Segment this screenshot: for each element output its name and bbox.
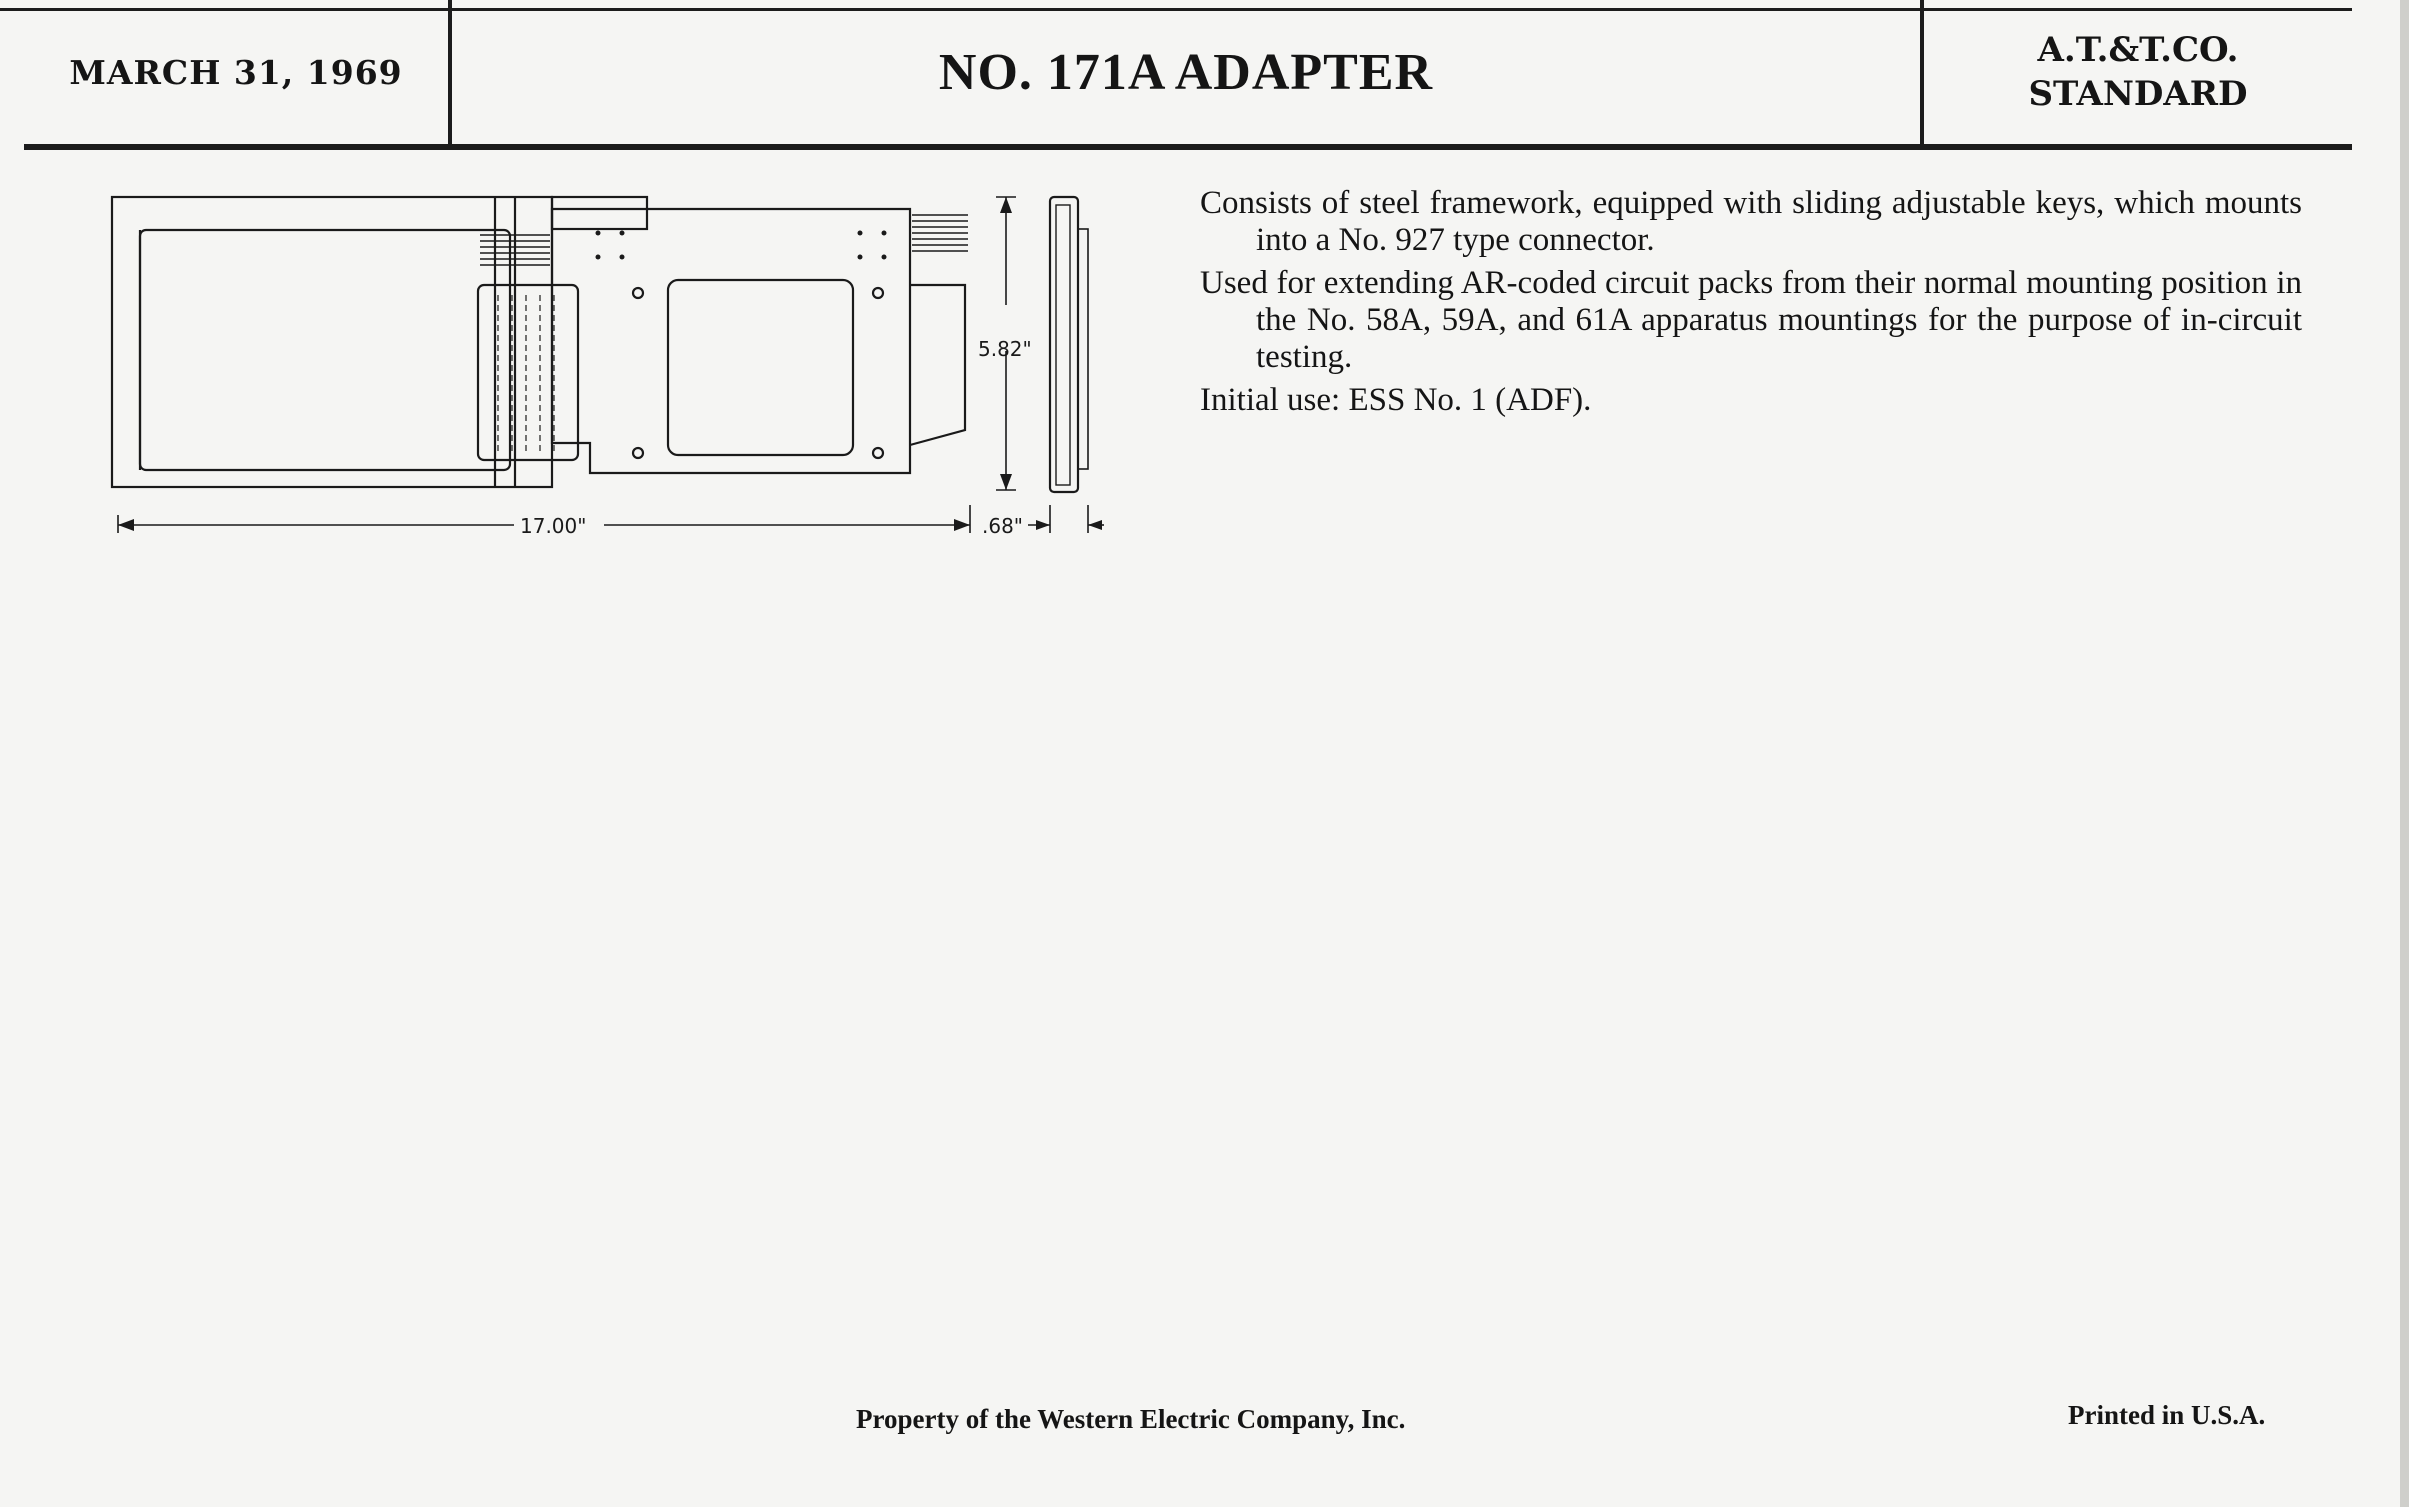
card-header: [24, 0, 2352, 150]
dim-length-label: 17.00": [520, 514, 587, 538]
sliding-keys: [478, 285, 578, 460]
footer-printed: Printed in U.S.A.: [2068, 1400, 2266, 1430]
side-view: [1050, 197, 1078, 492]
dim-height-label: 5.82": [978, 337, 1032, 361]
description-paragraph: Initial use: ESS No. 1 (ADF).: [1200, 382, 1592, 418]
description-paragraph: Consists of steel framework, equipped with sliding adjustable keys, which mounts into a No. 927 type connector.: [1200, 185, 2302, 258]
standard-label: STANDARD: [2028, 74, 2248, 114]
description-paragraph: Used for extending AR-coded circuit packs from their normal mounting position in the No. 58A, 59A, and 61A apparatus mountings for the purpose of in-circuit testing.: [1200, 265, 2302, 375]
plate-hole: [873, 288, 883, 298]
standard-org: A.T.&T.CO.: [2037, 30, 2239, 70]
plate-hole: [633, 448, 643, 458]
issue-date: MARCH 31, 1969: [24, 0, 452, 144]
comb-lines-right: [912, 215, 968, 251]
plate-window: [668, 280, 853, 455]
dim-thickness-label: .68": [982, 514, 1024, 538]
card-edge: [2400, 0, 2409, 1507]
comb-top-left: [552, 197, 647, 229]
adapter-drawing: [100, 185, 1120, 545]
page-title: NO. 171A ADAPTER: [452, 0, 1924, 144]
plate-dots: [596, 231, 887, 260]
plate-hole: [873, 448, 883, 458]
key-guides: [498, 295, 554, 453]
standard-block: [1924, 0, 2352, 144]
frame-window: [140, 230, 510, 470]
main-plate: [552, 209, 910, 473]
plate-hole: [633, 288, 643, 298]
footer-property: Property of the Western Electric Company, Inc.: [856, 1404, 1406, 1434]
description: [1200, 185, 2302, 425]
connector-tail: [910, 285, 965, 445]
